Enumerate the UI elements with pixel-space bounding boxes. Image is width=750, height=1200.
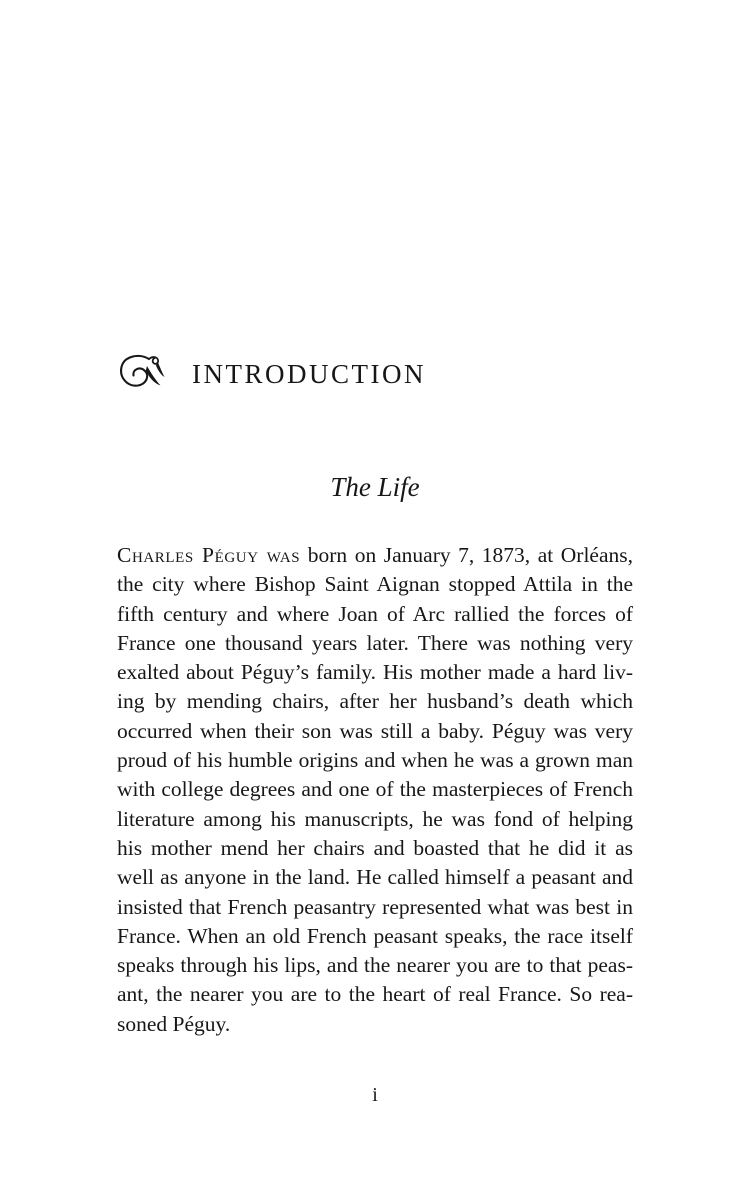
- section-subtitle: The Life: [330, 472, 420, 502]
- paragraph-line: literature among his manuscripts, he was fond of helping: [117, 806, 633, 831]
- paragraph-line: with college degrees and one of the masterpieces of French: [117, 777, 633, 802]
- paragraph-line: fifth century and where Joan of Arc rallied the forces of: [117, 601, 633, 626]
- paragraph-line: ant, the nearer you are to the heart of real France. So rea-: [117, 982, 633, 1007]
- paragraph-line: exalted about Péguy’s family. His mother made a hard liv-: [117, 660, 633, 685]
- paragraph: [117, 541, 633, 1039]
- paragraph-line: proud of his humble origins and when he was a grown man: [117, 748, 633, 773]
- paragraph-line: soned Péguy.: [117, 1011, 231, 1036]
- paragraph-line: his mother mend her chairs and boasted that he did it as: [117, 835, 633, 860]
- paragraph-line: occurred when their son was still a baby. Péguy was very: [117, 718, 633, 743]
- flourish-ornament-icon: [117, 354, 165, 394]
- paragraph-line: insisted that French peasantry represented what was best in: [117, 894, 633, 919]
- chapter-heading: [117, 354, 426, 394]
- page-number: i: [372, 1084, 378, 1106]
- paragraph-line: France. When an old French peasant speaks, the race itself: [117, 923, 633, 948]
- paragraph-line: Charles Péguy was born on January 7, 1873, at Orléans,: [117, 543, 633, 567]
- paragraph-line: ing by mending chairs, after her husband’s death which: [117, 689, 633, 714]
- paragraph-line: France one thousand years later. There was nothing very: [117, 630, 633, 655]
- paragraph-line: well as anyone in the land. He called himself a peasant and: [117, 865, 633, 890]
- paragraph-line: the city where Bishop Saint Aignan stopped Attila in the: [117, 572, 633, 597]
- chapter-title: INTRODUCTION: [192, 359, 426, 389]
- paragraph-line: speaks through his lips, and the nearer you are to that peas-: [117, 953, 633, 978]
- lead-smallcaps: Charles Péguy was: [117, 543, 301, 567]
